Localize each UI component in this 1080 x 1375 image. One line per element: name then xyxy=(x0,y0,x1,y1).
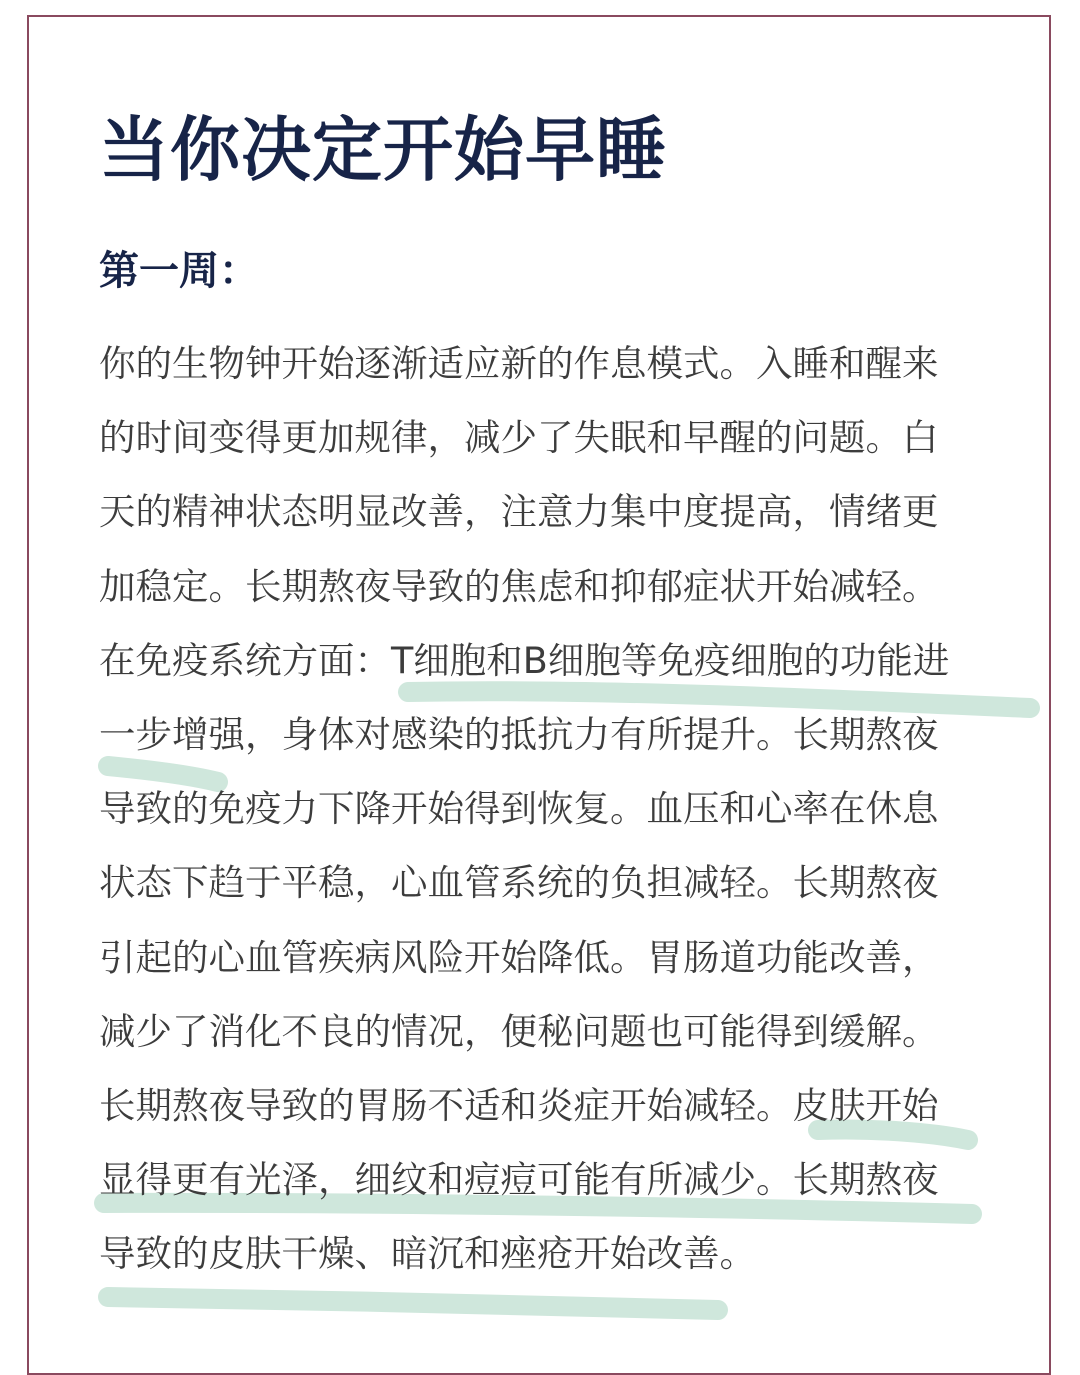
body-line: 导致的皮肤干燥、暗沉和痤疮开始改善。 xyxy=(99,1232,756,1276)
section-heading: 第一周： xyxy=(99,248,259,294)
body-line: 加稳定。长期熬夜导致的焦虑和抑郁症状开始减轻。 xyxy=(99,564,939,608)
body-line: 在免疫系统方面：T细胞和B细胞等免疫细胞的功能进 xyxy=(99,638,950,682)
body-line: 状态下趋于平稳，心血管系统的负担减轻。长期熬夜 xyxy=(99,861,939,905)
body-line: 你的生物钟开始逐渐适应新的作息模式。入睡和醒来 xyxy=(99,342,939,385)
body-line: 导致的免疫力下降开始得到恢复。血压和心率在休息 xyxy=(99,787,939,831)
body-line: 长期熬夜导致的胃肠不适和炎症开始减轻。皮肤开始 xyxy=(99,1083,939,1127)
body-line: 引起的心血管疾病风险开始降低。胃肠道功能改善， xyxy=(99,935,939,979)
body-line: 显得更有光泽，细纹和痘痘可能有所减少。长期熬夜 xyxy=(99,1158,939,1202)
page-title: 当你决定开始早睡 xyxy=(99,109,667,191)
body-line: 减少了消化不良的情况，便秘问题也可能得到缓解。 xyxy=(99,1009,939,1053)
article-body xyxy=(99,327,999,1291)
body-line: 天的精神状态明显改善，注意力集中度提高，情绪更 xyxy=(99,490,939,534)
body-line: 一步增强，身体对感染的抵抗力有所提升。长期熬夜 xyxy=(99,712,939,756)
body-line: 的时间变得更加规律，减少了失眠和早醒的问题。白 xyxy=(99,416,939,460)
